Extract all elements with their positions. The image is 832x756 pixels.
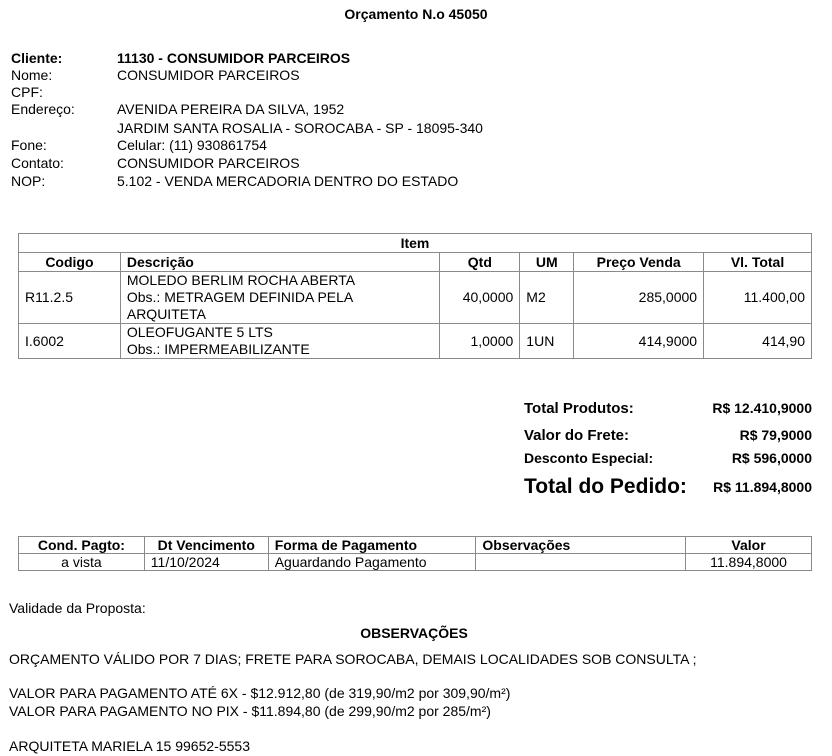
items-table	[18, 233, 812, 359]
cell-venc: 11/10/2024	[144, 554, 268, 571]
cell-qtd: 40,0000	[440, 272, 520, 324]
endereco-line2: JARDIM SANTA ROSALIA - SOROCABA - SP - 18095-340	[117, 120, 483, 136]
cell-forma: Aguardando Pagamento	[268, 554, 476, 571]
cell-um: 1UN	[520, 324, 574, 359]
frete-value: R$ 79,9000	[739, 427, 812, 443]
col-dt-vencimento: Dt Vencimento	[144, 537, 268, 554]
col-forma-pagamento: Forma de Pagamento	[268, 537, 476, 554]
total-pedido-label: Total do Pedido:	[524, 475, 687, 498]
desconto-label: Desconto Especial:	[524, 450, 654, 466]
col-descricao: Descrição	[120, 253, 440, 272]
validade-label: Validade da Proposta:	[9, 600, 146, 616]
col-total: Vl. Total	[704, 253, 812, 272]
items-group-header: Item	[19, 234, 812, 253]
nop-value: 5.102 - VENDA MERCADORIA DENTRO DO ESTADO	[117, 173, 459, 189]
cell-descricao	[120, 272, 440, 324]
table-row	[19, 554, 812, 571]
payment-header-row	[19, 537, 812, 554]
observacoes-line: ARQUITETA MARIELA 15 99652-5553	[9, 738, 250, 754]
col-observacoes: Observações	[476, 537, 686, 554]
col-preco: Preço Venda	[574, 253, 704, 272]
nop-label: NOP:	[11, 173, 46, 189]
desc-obs: Obs.: IMPERMEABILIZANTE	[126, 341, 310, 357]
cell-total: 414,90	[704, 324, 812, 359]
contato-value: CONSUMIDOR PARCEIROS	[117, 155, 300, 171]
cell-obs	[476, 554, 686, 571]
document-title: Orçamento N.o 45050	[344, 6, 488, 22]
col-qtd: Qtd	[440, 253, 520, 272]
observacoes-line: VALOR PARA PAGAMENTO ATÉ 6X - $12.912,80 (de 319,90/m2 por 309,90/m²)	[9, 685, 511, 701]
cell-descricao	[120, 324, 440, 359]
total-produtos-label: Total Produtos:	[524, 400, 634, 417]
payment-table	[18, 536, 812, 571]
desconto-value: R$ 596,0000	[731, 450, 812, 466]
cliente-value: 11130 - CONSUMIDOR PARCEIROS	[117, 50, 351, 66]
col-cond-pagto: Cond. Pagto:	[19, 537, 145, 554]
cell-codigo: R11.2.5	[19, 272, 121, 324]
cell-valor: 11.894,8000	[686, 554, 812, 571]
col-valor: Valor	[686, 537, 812, 554]
cell-um: M2	[520, 272, 574, 324]
cpf-label: CPF:	[11, 84, 43, 100]
fone-value: Celular: (11) 930861754	[117, 137, 267, 153]
frete-label: Valor do Frete:	[524, 427, 630, 444]
col-um: UM	[520, 253, 574, 272]
cell-total: 11.400,00	[704, 272, 812, 324]
cliente-label: Cliente:	[11, 50, 63, 66]
table-row	[19, 272, 812, 324]
desc-line: OLEOFUGANTE 5 LTS	[126, 324, 273, 340]
cell-preco: 414,9000	[574, 324, 704, 359]
nome-label: Nome:	[11, 67, 53, 83]
cell-cond: a vista	[19, 554, 145, 571]
desc-line: MOLEDO BERLIM ROCHA ABERTA	[126, 272, 356, 288]
contato-label: Contato:	[11, 155, 64, 171]
items-header-row	[19, 253, 812, 272]
observacoes-line: ORÇAMENTO VÁLIDO POR 7 DIAS; FRETE PARA SOROCABA, DEMAIS LOCALIDADES SOB CONSULTA ;	[9, 651, 697, 667]
col-codigo: Codigo	[19, 253, 121, 272]
total-produtos-value: R$ 12.410,9000	[712, 400, 812, 416]
observacoes-line: VALOR PARA PAGAMENTO NO PIX - $11.894,80 (de 299,90/m2 por 285/m²)	[9, 703, 491, 719]
cell-qtd: 1,0000	[440, 324, 520, 359]
fone-label: Fone:	[11, 137, 47, 153]
desc-obs-cont: ARQUITETA	[126, 306, 206, 322]
observacoes-title: OBSERVAÇÕES	[360, 625, 468, 641]
total-pedido-value: R$ 11.894,8000	[713, 479, 812, 495]
endereco-label: Endereço:	[11, 101, 75, 117]
endereco-line1: AVENIDA PEREIRA DA SILVA, 1952	[117, 101, 345, 117]
cell-preco: 285,0000	[574, 272, 704, 324]
table-row	[19, 324, 812, 359]
cell-codigo: I.6002	[19, 324, 121, 359]
nome-value: CONSUMIDOR PARCEIROS	[117, 67, 300, 83]
desc-obs: Obs.: METRAGEM DEFINIDA PELA	[126, 289, 354, 305]
